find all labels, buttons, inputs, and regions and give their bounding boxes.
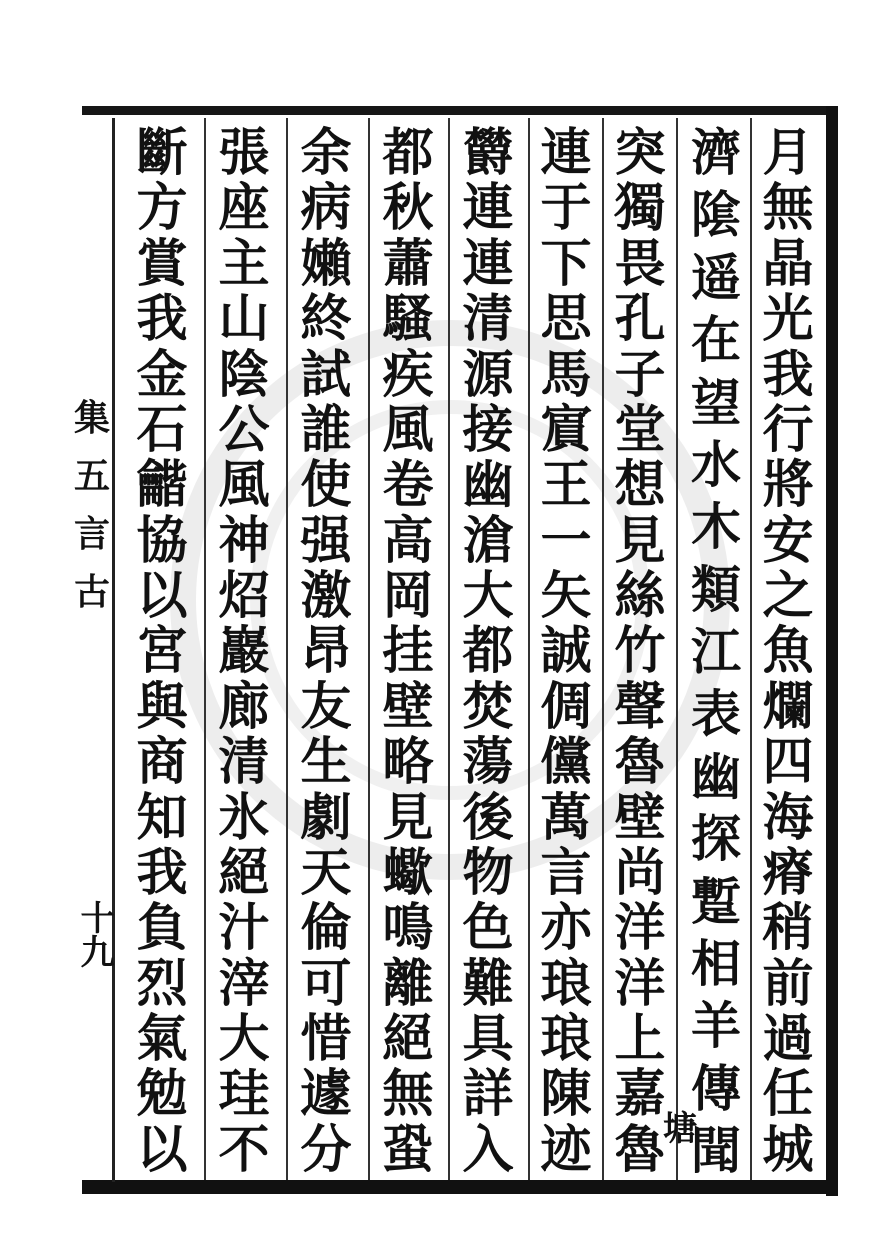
column-char: 嘉 bbox=[614, 1064, 666, 1125]
column-char: 將 bbox=[762, 455, 814, 516]
column-char: 勉 bbox=[136, 1064, 188, 1125]
column-char: 海 bbox=[762, 787, 814, 848]
column-char: 岡 bbox=[382, 566, 434, 626]
column-char: 與 bbox=[136, 676, 188, 737]
column-char: 入 bbox=[462, 1119, 514, 1180]
column-char: 山 bbox=[218, 289, 270, 350]
column-char: 生 bbox=[300, 732, 352, 793]
column-char: 欝 bbox=[462, 123, 514, 183]
margin-title bbox=[70, 397, 114, 613]
column-char: 迹 bbox=[540, 1119, 592, 1180]
column-char: 龤 bbox=[136, 455, 188, 516]
column-char: 壁 bbox=[614, 787, 666, 848]
column-char: 矢 bbox=[540, 566, 592, 626]
column-char: 色 bbox=[462, 898, 514, 959]
margin-title-char: 集 bbox=[73, 397, 110, 439]
column-char: 後 bbox=[462, 787, 514, 848]
column-char: 誠 bbox=[540, 621, 592, 682]
column-char: 使 bbox=[300, 455, 352, 516]
column-char: 高 bbox=[382, 510, 434, 571]
column-char: 畏 bbox=[614, 233, 666, 294]
column-char: 略 bbox=[382, 732, 434, 793]
column-char: 可 bbox=[300, 953, 352, 1014]
column-char: 竹 bbox=[614, 621, 666, 682]
column-char: 望 bbox=[691, 372, 741, 432]
column-char: 蕩 bbox=[462, 732, 514, 793]
column-char: 傳 bbox=[691, 1058, 741, 1118]
column-divider bbox=[204, 118, 206, 1180]
column-char: 神 bbox=[218, 510, 270, 571]
column-char: 見 bbox=[614, 510, 666, 571]
column-divider bbox=[528, 118, 530, 1180]
column-char: 遥 bbox=[691, 247, 741, 307]
column-char: 壁 bbox=[382, 676, 434, 737]
margin-title-char: 五 bbox=[73, 455, 110, 497]
column-char: 天 bbox=[300, 842, 352, 903]
column-char: 聲 bbox=[614, 676, 666, 737]
column-char: 座 bbox=[218, 178, 270, 239]
column-char: 木 bbox=[691, 497, 741, 557]
column-divider bbox=[602, 118, 604, 1180]
column-char: 絲 bbox=[614, 566, 666, 626]
column-char: 任 bbox=[762, 1064, 814, 1125]
column-char: 鳴 bbox=[382, 898, 434, 959]
column-char: 儻 bbox=[540, 732, 592, 793]
bottom-border-rule bbox=[82, 1180, 834, 1194]
column-char: 物 bbox=[462, 842, 514, 903]
column-char: 幽 bbox=[691, 746, 741, 806]
column-char: 具 bbox=[462, 1009, 514, 1069]
column-char: 商 bbox=[136, 732, 188, 793]
column-divider bbox=[750, 118, 752, 1180]
column-char: 詳 bbox=[462, 1064, 514, 1125]
column-char: 以 bbox=[136, 566, 188, 626]
column-char: 終 bbox=[300, 289, 352, 350]
column-char: 相 bbox=[691, 933, 741, 993]
column-divider bbox=[676, 118, 678, 1180]
column-char: 巖 bbox=[218, 621, 270, 682]
column-char: 賔 bbox=[540, 399, 592, 460]
page-number-text: 十九 bbox=[74, 900, 114, 968]
column-char: 蛩 bbox=[382, 1119, 434, 1180]
column-char: 難 bbox=[462, 953, 514, 1014]
text-column-8 bbox=[212, 123, 276, 1180]
column-char: 昂 bbox=[300, 621, 352, 682]
column-char: 亦 bbox=[540, 898, 592, 959]
column-char: 連 bbox=[540, 123, 592, 183]
column-char: 騷 bbox=[382, 289, 434, 350]
column-char: 尚 bbox=[614, 842, 666, 903]
top-border-rule bbox=[82, 106, 838, 115]
text-column-7 bbox=[294, 123, 358, 1180]
column-char: 都 bbox=[382, 123, 434, 183]
column-char: 濟 bbox=[691, 123, 741, 182]
column-char: 稍 bbox=[762, 898, 814, 959]
column-char: 隂 bbox=[691, 185, 741, 245]
column-char: 羊 bbox=[691, 996, 741, 1056]
column-char: 探 bbox=[691, 809, 741, 869]
column-char: 疾 bbox=[382, 344, 434, 405]
interlinear-note-char: 塘 bbox=[663, 1109, 697, 1149]
column-char: 滄 bbox=[462, 510, 514, 571]
column-char: 氷 bbox=[218, 787, 270, 848]
column-char: 知 bbox=[136, 787, 188, 848]
column-char: 爛 bbox=[762, 676, 814, 737]
column-char: 光 bbox=[762, 289, 814, 350]
margin-title-char: 言 bbox=[73, 513, 110, 555]
column-char: 城 bbox=[762, 1119, 814, 1180]
column-char: 接 bbox=[462, 399, 514, 460]
column-char: 無 bbox=[762, 178, 814, 239]
column-char: 烈 bbox=[136, 953, 188, 1014]
column-char: 友 bbox=[300, 676, 352, 737]
column-char: 不 bbox=[218, 1119, 270, 1180]
column-char: 水 bbox=[691, 434, 741, 494]
column-char: 晶 bbox=[762, 233, 814, 294]
column-char: 遽 bbox=[300, 1064, 352, 1125]
column-char: 主 bbox=[218, 233, 270, 294]
column-char: 協 bbox=[136, 510, 188, 571]
column-char: 蕭 bbox=[382, 233, 434, 294]
column-char: 激 bbox=[300, 566, 352, 626]
column-char: 試 bbox=[300, 344, 352, 405]
column-char: 誰 bbox=[300, 399, 352, 460]
text-column-3 bbox=[608, 123, 672, 1180]
column-char: 言 bbox=[540, 842, 592, 903]
column-char: 陰 bbox=[218, 344, 270, 405]
column-char: 魚 bbox=[762, 621, 814, 682]
column-divider bbox=[448, 118, 450, 1180]
column-char: 安 bbox=[762, 510, 814, 571]
column-char: 四 bbox=[762, 732, 814, 793]
column-char: 聞 bbox=[691, 1121, 741, 1180]
column-char: 嬾 bbox=[300, 233, 352, 294]
column-char: 源 bbox=[462, 344, 514, 405]
column-char: 孔 bbox=[614, 289, 666, 350]
column-char: 之 bbox=[762, 566, 814, 626]
column-char: 分 bbox=[300, 1119, 352, 1180]
interlinear-note bbox=[658, 1110, 702, 1148]
column-char: 斷 bbox=[136, 123, 188, 183]
text-column-6 bbox=[376, 123, 440, 1180]
column-char: 過 bbox=[762, 1009, 814, 1069]
column-char: 琅 bbox=[540, 1009, 592, 1069]
column-char: 滓 bbox=[218, 953, 270, 1014]
column-char: 卷 bbox=[382, 455, 434, 516]
column-char: 絕 bbox=[218, 842, 270, 903]
column-char: 蹔 bbox=[691, 871, 741, 931]
column-char: 洋 bbox=[614, 898, 666, 959]
column-char: 前 bbox=[762, 953, 814, 1014]
column-char: 大 bbox=[218, 1009, 270, 1069]
column-divider bbox=[286, 118, 288, 1180]
column-char: 突 bbox=[614, 123, 666, 183]
left-border-rule bbox=[112, 118, 115, 1182]
column-char: 魯 bbox=[614, 732, 666, 793]
page-number bbox=[72, 900, 116, 968]
column-char: 蠍 bbox=[382, 842, 434, 903]
column-char: 張 bbox=[218, 123, 270, 183]
column-char: 倫 bbox=[300, 898, 352, 959]
column-char: 王 bbox=[540, 455, 592, 516]
column-char: 類 bbox=[691, 559, 741, 619]
text-column-4 bbox=[534, 123, 598, 1180]
column-char: 惜 bbox=[300, 1009, 352, 1069]
column-char: 風 bbox=[382, 399, 434, 460]
column-char: 無 bbox=[382, 1064, 434, 1125]
column-char: 大 bbox=[462, 566, 514, 626]
column-char: 想 bbox=[614, 455, 666, 516]
column-char: 焚 bbox=[462, 676, 514, 737]
column-char: 清 bbox=[462, 289, 514, 350]
column-char: 見 bbox=[382, 787, 434, 848]
column-char: 倜 bbox=[540, 676, 592, 737]
column-char: 石 bbox=[136, 399, 188, 460]
column-char: 江 bbox=[691, 622, 741, 681]
column-char: 强 bbox=[300, 510, 352, 571]
column-char: 洋 bbox=[614, 953, 666, 1014]
column-divider bbox=[368, 118, 370, 1180]
column-char: 我 bbox=[136, 842, 188, 903]
column-char: 珪 bbox=[218, 1064, 270, 1125]
column-char: 我 bbox=[762, 344, 814, 405]
column-char: 琅 bbox=[540, 953, 592, 1014]
column-char: 下 bbox=[540, 233, 592, 294]
column-char: 堂 bbox=[614, 399, 666, 460]
column-char: 馬 bbox=[540, 344, 592, 405]
column-char: 我 bbox=[136, 289, 188, 350]
text-column-1 bbox=[756, 123, 820, 1180]
column-char: 萬 bbox=[540, 787, 592, 848]
column-char: 行 bbox=[762, 399, 814, 460]
column-char: 表 bbox=[691, 684, 741, 744]
column-char: 幽 bbox=[462, 455, 514, 516]
column-char: 劇 bbox=[300, 787, 352, 848]
column-char: 連 bbox=[462, 178, 514, 239]
text-column-5 bbox=[456, 123, 520, 1180]
column-char: 廊 bbox=[218, 676, 270, 737]
column-char: 離 bbox=[382, 953, 434, 1014]
column-char: 連 bbox=[462, 233, 514, 294]
column-char: 金 bbox=[136, 344, 188, 405]
column-char: 在 bbox=[691, 310, 741, 370]
column-char: 以 bbox=[136, 1119, 188, 1180]
column-char: 獨 bbox=[614, 178, 666, 239]
column-char: 上 bbox=[614, 1009, 666, 1069]
column-char: 絕 bbox=[382, 1009, 434, 1069]
margin-title-char: 古 bbox=[73, 571, 110, 613]
column-char: 風 bbox=[218, 455, 270, 516]
column-char: 賞 bbox=[136, 233, 188, 294]
column-char: 挂 bbox=[382, 621, 434, 682]
column-char: 方 bbox=[136, 178, 188, 239]
right-border-rule bbox=[826, 106, 838, 1196]
column-char: 氣 bbox=[136, 1009, 188, 1069]
column-char: 都 bbox=[462, 621, 514, 682]
column-char: 炤 bbox=[218, 566, 270, 626]
column-char: 余 bbox=[300, 123, 352, 183]
column-char: 瘠 bbox=[762, 842, 814, 903]
column-char: 于 bbox=[540, 178, 592, 239]
column-char: 思 bbox=[540, 289, 592, 350]
column-char: 公 bbox=[218, 399, 270, 460]
column-char: 清 bbox=[218, 732, 270, 793]
column-char: 月 bbox=[762, 123, 814, 183]
column-char: 一 bbox=[540, 510, 592, 571]
text-column-2 bbox=[684, 123, 748, 1180]
column-char: 負 bbox=[136, 898, 188, 959]
column-char: 汁 bbox=[218, 898, 270, 959]
column-char: 宮 bbox=[136, 621, 188, 682]
column-char: 魯 bbox=[614, 1119, 666, 1180]
column-char: 秋 bbox=[382, 178, 434, 239]
column-char: 陳 bbox=[540, 1064, 592, 1125]
text-column-9 bbox=[130, 123, 194, 1180]
column-char: 病 bbox=[300, 178, 352, 239]
column-char: 子 bbox=[614, 344, 666, 405]
